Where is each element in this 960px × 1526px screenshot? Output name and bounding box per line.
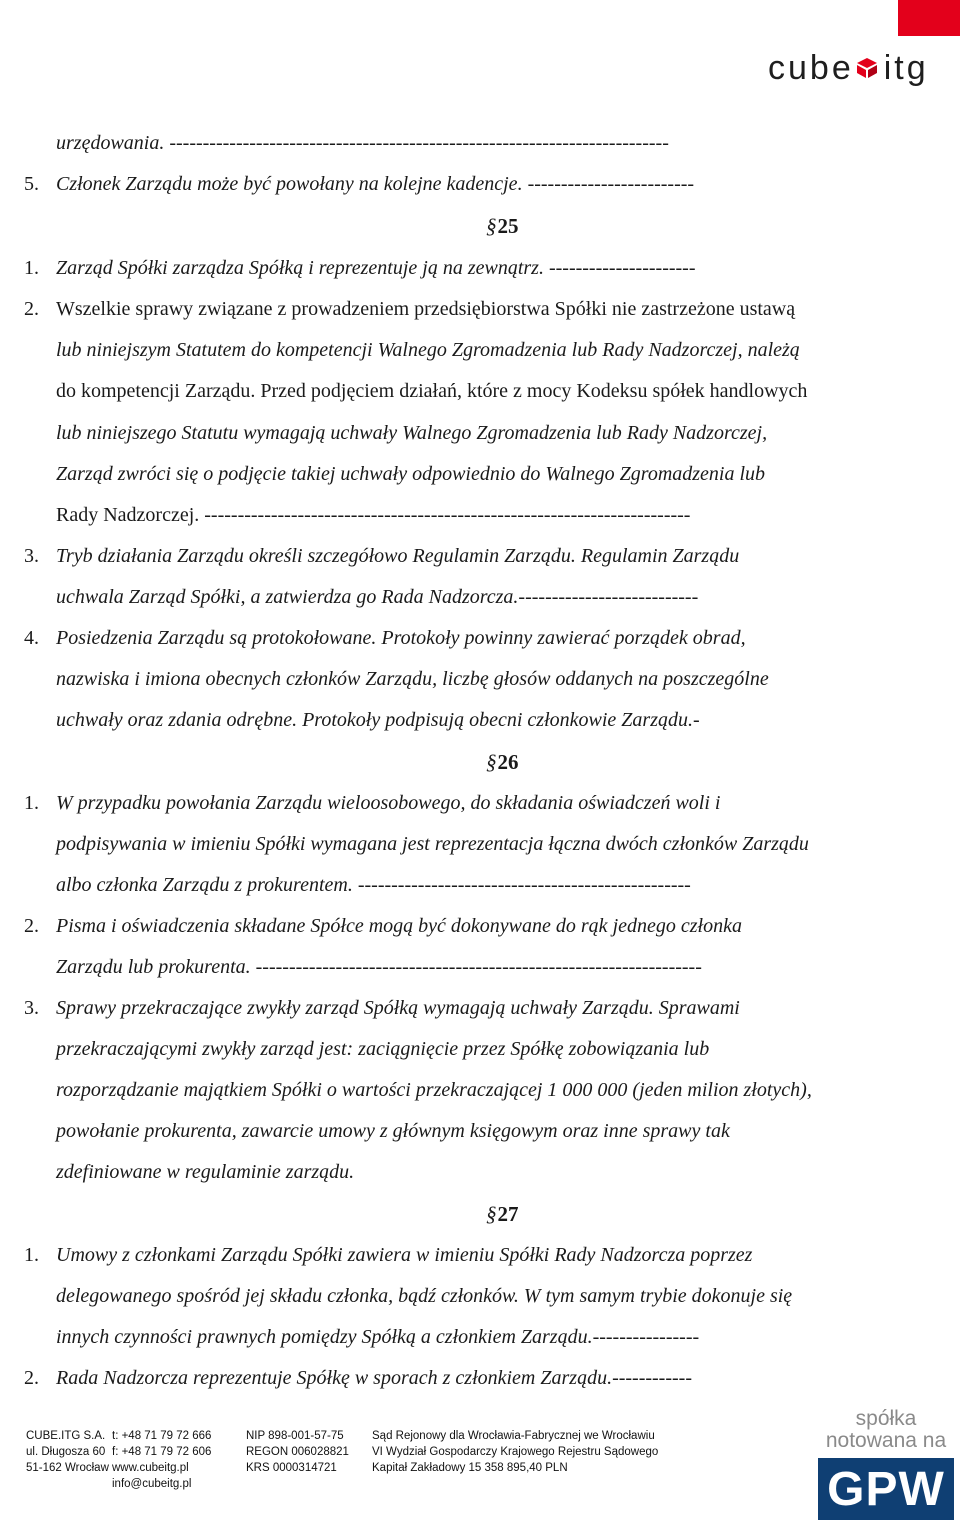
text-line: Pisma i oświadczenia składane Spółce mogą być dokonywane do rąk jednego członka	[56, 915, 742, 937]
company-logo	[768, 48, 929, 88]
footer-contact: t: +48 71 79 72 666 f: +48 71 79 72 606 www.cubeitg.pl info@cubeitg.pl	[112, 1430, 212, 1490]
item-number: 1.	[24, 1244, 39, 1266]
text-line: zdefiniowane w regulaminie zarządu.	[56, 1161, 355, 1183]
item-number: 4.	[24, 627, 39, 649]
text-line: delegowanego spośród jej składu członka, bądź członków. W tym samym trybie dokonuje się	[56, 1285, 793, 1307]
email-link[interactable]: info@cubeitg.pl	[112, 1478, 192, 1490]
gpw-badge	[818, 1408, 954, 1526]
item-number: 2.	[24, 915, 39, 937]
footer-court-info: Sąd Rejonowy dla Wrocławia-Fabrycznej we Wrocławiu VI Wydział Gospodarczy Krajowego Rejestru Sądowego Kapitał Zakładowy 15 358 895,40 PLN	[372, 1430, 659, 1474]
item-number: 2.	[24, 1367, 39, 1389]
item-number: 5.	[24, 173, 39, 195]
text-line: powołanie prokurenta, zawarcie umowy z głównym księgowym oraz inne sprawy tak	[56, 1120, 730, 1142]
text-line: Posiedzenia Zarządu są protokołowane. Protokoły powinny zawierać porządek obrad,	[56, 627, 746, 649]
text-line: nazwiska i imiona obecnych członków Zarządu, liczbę głosów oddanych na poszczególne	[56, 668, 769, 690]
item-number: 2.	[24, 298, 39, 320]
text-line: uchwały oraz zdania odrębne. Protokoły podpisują obecni członkowie Zarządu.-	[56, 709, 700, 731]
text-line: przekraczającymi zwykły zarząd jest: zaciągnięcie przez Spółkę zobowiązania lub	[56, 1038, 710, 1060]
badge-line2: notowana na	[825, 1429, 947, 1452]
text-line: Rady Nadzorczej. -------------------------------------------------------------------------	[56, 504, 691, 526]
footer-registry-ids: NIP 898-001-57-75 REGON 006028821 KRS 0000314721	[246, 1430, 349, 1474]
text-line: Zarząd zwróci się o podjęcie takiej uchwały odpowiednio do Walnego Zgromadzenia lub	[56, 463, 766, 485]
text-line: Rada Nadzorcza reprezentuje Spółkę w sporach z członkiem Zarządu.------------	[56, 1367, 692, 1389]
item-number: 1.	[24, 257, 39, 279]
text-line: lub niniejszym Statutem do kompetencji Walnego Zgromadzenia lub Rady Nadzorczej, należą	[56, 339, 800, 361]
text-line: urzędowania. ---------------------------------------------------------------------------	[56, 132, 669, 154]
logo-text-right: itg	[883, 48, 929, 87]
item-number: 1.	[24, 792, 39, 814]
text-line: Wszelkie sprawy związane z prowadzeniem przedsiębiorstwa Spółki nie zastrzeżone ustawą	[56, 298, 796, 320]
text-line: lub niniejszego Statutu wymagają uchwały Walnego Zgromadzenia lub Rady Nadzorczej,	[56, 422, 768, 444]
item-number: 3.	[24, 545, 39, 567]
cube-logo-icon	[856, 57, 878, 79]
text-line: Członek Zarządu może być powołany na kolejne kadencje. -------------------------	[56, 173, 695, 195]
text-line: uchwala Zarząd Spółki, a zatwierdza go Rada Nadzorcza.---------------------------	[56, 586, 699, 608]
text-line: Umowy z członkami Zarządu Spółki zawiera w imieniu Spółki Rady Nadzorcza poprzez	[56, 1244, 753, 1266]
text-line: Sprawy przekraczające zwykły zarząd Spółką wymagają uchwały Zarządu. Sprawami	[56, 997, 740, 1019]
item-number: 3.	[24, 997, 39, 1019]
text-line: Zarząd Spółki zarządza Spółką i reprezentuje ją na zewnątrz. ----------------------	[56, 257, 696, 279]
text-line: innych czynności prawnych pomiędzy Spółką a członkiem Zarządu.----------------	[56, 1326, 700, 1348]
section-heading-26: §26	[486, 750, 519, 774]
red-corner-accent	[898, 0, 960, 36]
logo-text-left: cube	[768, 48, 854, 87]
text-line: albo członka Zarządu z prokurentem. --------------------------------------------------	[56, 874, 691, 896]
text-line: podpisywania w imieniu Spółki wymagana jest reprezentacja łączna dwóch członków Zarządu	[56, 833, 809, 855]
text-line: Tryb działania Zarządu określi szczegółowo Regulamin Zarządu. Regulamin Zarządu	[56, 545, 740, 567]
badge-line1: spółka	[855, 1407, 917, 1430]
gpw-logo: GPW	[818, 1458, 954, 1520]
text-line: W przypadku powołania Zarządu wieloosobowego, do składania oświadczeń woli i	[56, 792, 721, 814]
text-line: Zarządu lub prokurenta. -------------------------------------------------------------------	[56, 956, 702, 978]
section-heading-25: §25	[486, 214, 519, 238]
text-line: do kompetencji Zarządu. Przed podjęciem działań, które z mocy Kodeksu spółek handlowych	[56, 380, 808, 402]
section-heading-27: §27	[486, 1202, 519, 1226]
website-link[interactable]: www.cubeitg.pl	[112, 1462, 189, 1474]
text-line: rozporządzanie majątkiem Spółki o wartości przekraczającej 1 000 000 (jeden milion złotych),	[56, 1079, 812, 1101]
footer-company: CUBE.ITG S.A. ul. Długosza 60 51-162 Wrocław	[26, 1430, 109, 1474]
